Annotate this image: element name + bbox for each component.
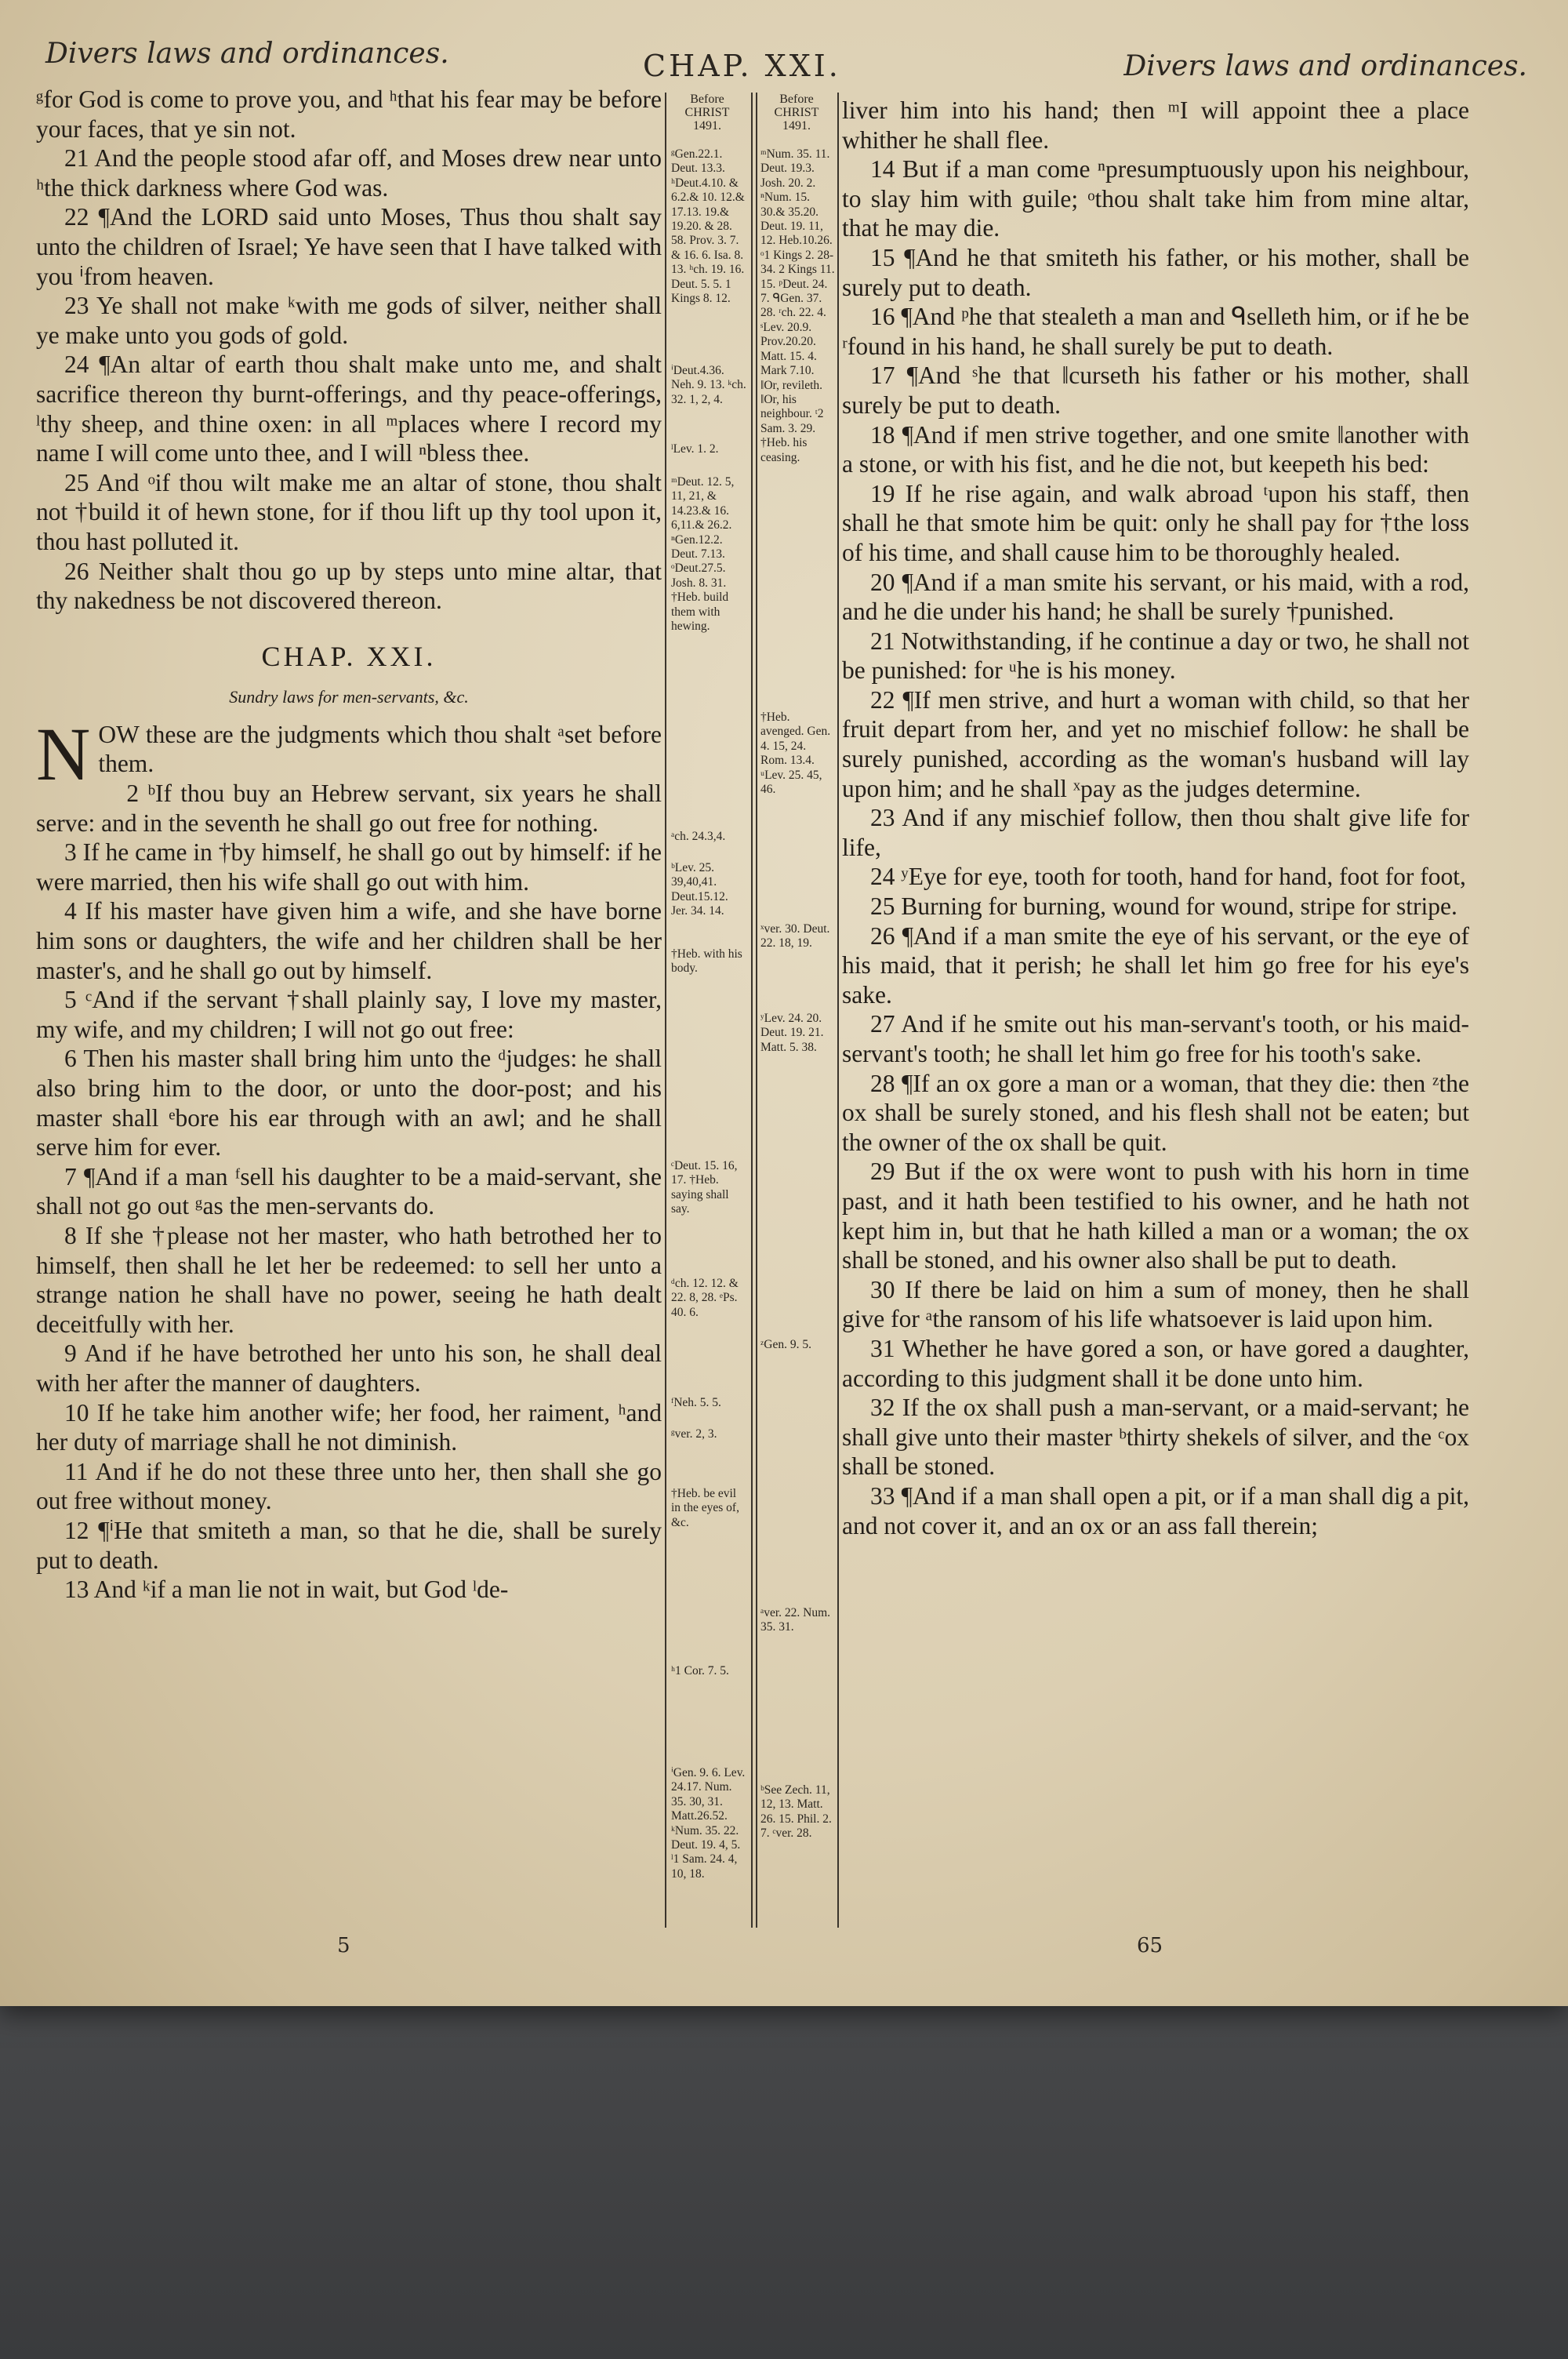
margin-head-line: CHRIST xyxy=(774,106,819,119)
margin-head-line: 1491. xyxy=(782,119,811,133)
verse: 33 ¶And if a man shall open a pit, or if a man shall dig a pit, and not cover it, and an ox or an ass fall therein; xyxy=(842,1481,1469,1539)
verse: 11 And if he do not these three unto her, then shall she go out free without money. xyxy=(36,1457,662,1515)
column-rule xyxy=(837,93,839,1928)
margin-note: ᶜDeut. 15. 16, 17. †Heb. saying shall say. xyxy=(671,1159,738,1216)
running-head-left: Divers laws and ordinances. xyxy=(45,38,449,70)
verse: 29 But if the ox were wont to push with his horn in time past, and it hath been testified to his owner, and he hath not kept him in, but that he hath killed a man or a woman; the ox shall be stoned, and his owner also shall be put to death. xyxy=(842,1158,1469,1274)
column-rule xyxy=(665,93,666,1928)
margin-note: ᶻGen. 9. 5. xyxy=(760,1338,811,1351)
column-rule xyxy=(751,93,753,1928)
page-number-left: 5 xyxy=(337,1934,350,1957)
verse: 27 And if he smite out his man-servant's tooth, or his maid-servant's tooth; he shall let him go free for his tooth's sake. xyxy=(842,1010,1469,1067)
verse: 21 Notwithstanding, if he continue a day or two, he shall not be punished: for ᵘhe is his money. xyxy=(842,627,1469,685)
chapter-opening-verse xyxy=(36,711,662,796)
verse: 21 And the people stood afar off, and Moses drew near unto ʰthe thick darkness where God was. xyxy=(36,144,662,202)
verse: 26 ¶And if a man smite the eye of his servant, or the eye of his maid, that it perish; he shall let him go free for his eye's sake. xyxy=(842,921,1469,1009)
margin-references-left xyxy=(668,93,746,1929)
margin-head-line: CHRIST xyxy=(684,106,730,119)
margin-note: †Heb. with his body. xyxy=(671,947,742,976)
verse: 28 ¶If an ox gore a man or a woman, that they die: then ᶻthe ox shall be surely stoned, and his flesh shall not be eaten; but the owner of the ox shall be quit. xyxy=(842,1069,1469,1156)
verse: 24 ʸEye for eye, tooth for tooth, hand for hand, foot for foot, xyxy=(870,863,1466,891)
verse: 25 Burning for burning, wound for wound, stripe for stripe. xyxy=(870,892,1457,921)
verse: 10 If he take him another wife; her food, her raiment, ʰand her duty of marriage shall he not diminish. xyxy=(36,1398,662,1456)
verse: 26 Neither shalt thou go up by steps unto mine altar, that thy nakedness be not discovered thereon. xyxy=(36,557,662,615)
verse: 2 ᵇIf thou buy an Hebrew servant, six years he shall serve: and in the seventh he shall go out free for nothing. xyxy=(36,780,662,837)
verse: 15 ¶And he that smiteth his father, or his mother, shall be surely put to death. xyxy=(842,243,1469,301)
right-text-column xyxy=(842,96,1469,1540)
left-text-column xyxy=(36,85,662,1605)
verse: 3 If he came in †by himself, he shall go out by himself: if he were married, then his wife shall go out with him. xyxy=(36,838,662,896)
margin-note: ᵃver. 22. Num. 35. 31. xyxy=(760,1606,831,1634)
verse: 25 And ᵒif thou wilt make me an altar of stone, thou shalt not †build it of hewn stone, for if thou lift up thy tool upon it, thou hast polluted it. xyxy=(36,468,662,555)
chapter-summary: Sundry laws for men-servants, &c. xyxy=(229,687,469,707)
margin-note: ᵍGen.22.1. Deut. 13.3. ʰDeut.4.10. & 6.2.& 10. 12.& 17.13. 19.& 19.20. & 28. 58. Prov. 3. 7. & 16. 6. Isa. 8. 13. ʰch. 19. 16. Deut. 5. 5. 1 Kings 8. 12. xyxy=(671,147,745,306)
verse: 31 Whether he have gored a son, or have gored a daughter, according to this judgment shall it be done unto him. xyxy=(842,1334,1469,1392)
verse: 7 ¶And if a man ᶠsell his daughter to be a maid-servant, she shall not go out ᵍas the men-servants do. xyxy=(36,1162,662,1220)
verse: 32 If the ox shall push a man-servant, or a maid-servant; he shall give unto their master ᵇthirty shekels of silver, and the ᶜox shall be stoned. xyxy=(842,1394,1469,1481)
page-number-right: 65 xyxy=(1137,1934,1163,1957)
margin-note: ˡLev. 1. 2. xyxy=(671,442,719,456)
verse-text: OW these are the judgments which thou shalt ᵃset before them. xyxy=(98,720,662,778)
margin-note: ᵇSee Zech. 11, 12, 13. Matt. 26. 15. Phil. 2. 7. ᶜver. 28. xyxy=(760,1783,832,1841)
margin-head-line: 1491. xyxy=(693,119,721,133)
margin-note: ⁱDeut.4.36. Neh. 9. 13. ᵏch. 32. 1, 2, 4. xyxy=(671,364,746,406)
margin-references-right xyxy=(757,93,836,1929)
verse: 5 ᶜAnd if the servant †shall plainly say, I love my master, my wife, and my children; I will not go out free: xyxy=(36,986,662,1043)
margin-note: †Heb. be evil in the eyes of, &c. xyxy=(671,1487,739,1529)
chapter-title: CHAP. XXI. xyxy=(261,640,437,672)
verse: 20 ¶And if a man smite his servant, or his maid, with a rod, and he die under his hand; he shall be surely †punished. xyxy=(842,568,1469,626)
margin-note: ʸLev. 24. 20. Deut. 19. 21. Matt. 5. 38. xyxy=(760,1012,824,1054)
margin-note: ᵈch. 12. 12. & 22. 8, 28. ᵉPs. 40. 6. xyxy=(671,1277,739,1319)
margin-note: ᵃch. 24.3,4. xyxy=(671,830,726,843)
verse: 24 ¶An altar of earth thou shalt make unto me, and shalt sacrifice thereon thy burnt-offerings, and thy peace-offerings, ˡthy sheep, and thine oxen: in all ᵐplaces where I record my name I will come unto thee, and I will ⁿbless thee. xyxy=(36,351,662,467)
verse: 16 ¶And ᵖhe that stealeth a man and ᑫselleth him, or if he be ʳfound in his hand, he shall surely be put to death. xyxy=(842,303,1469,360)
verse: 8 If she †please not her master, who hath betrothed her to himself, then shall he let her be redeemed: to sell her unto a strange nation he shall have no power, seeing he hath dealt deceitfully with her. xyxy=(36,1221,662,1338)
margin-head-line: Before xyxy=(779,93,814,106)
margin-note: ᵇLev. 25. 39,40,41. Deut.15.12. Jer. 34. 14. xyxy=(671,861,728,918)
margin-note: ˣver. 30. Deut. 22. 18, 19. xyxy=(760,922,830,951)
verse: 12 ¶ⁱHe that smiteth a man, so that he die, shall be surely put to death. xyxy=(36,1516,662,1574)
verse: 4 If his master have given him a wife, and she have borne him sons or daughters, the wife and her children shall be her master's, and he shall go out by himself. xyxy=(36,897,662,984)
verse: 30 If there be laid on him a sum of money, then he shall give for ᵃthe ransom of his life whatsoever is laid upon him. xyxy=(842,1275,1469,1333)
verse: 6 Then his master shall bring him unto the ᵈjudges: he shall also bring him to the door, or unto the door-post; and his master shall ᵉbore his ear through with an awl; and he shall serve him for ever. xyxy=(36,1045,662,1161)
verse: 14 But if a man come ⁿpresumptuously upon his neighbour, to slay him with guile; ᵒthou shalt take him from mine altar, that he may die. xyxy=(842,155,1469,242)
verse: 9 And if he have betrothed her unto his son, he shall deal with her after the manner of daughters. xyxy=(36,1339,662,1397)
margin-note: ⁱGen. 9. 6. Lev. 24.17. Num. 35. 30, 31. Matt.26.52. ᵏNum. 35. 22. Deut. 19. 4, 5. ˡ1 Sam. 24. 4, 10, 18. xyxy=(671,1766,746,1881)
verse: 19 If he rise again, and walk abroad ᵗupon his staff, then shall he that smote him be quit: only he shall pay for †the loss of his time, and shall cause him to be thoroughly healed. xyxy=(842,479,1469,566)
verse: 13 And ᵏif a man lie not in wait, but God ˡde- xyxy=(64,1576,509,1604)
running-head-right: Divers laws and ordinances. xyxy=(1123,50,1527,82)
verse: 22 ¶If men strive, and hurt a woman with child, so that her fruit depart from her, and yet no mischief follow: he shall be surely punished, according as the woman's husband will lay upon him; and he shall ˣpay as the judges determine. xyxy=(842,685,1469,802)
verse: 23 And if any mischief follow, then thou shalt give life for life, xyxy=(842,804,1469,861)
margin-note: ᵐNum. 35. 11. Deut. 19.3. Josh. 20. 2. ⁿNum. 15. 30.& 35.20. Deut. 19. 11, 12. Heb.10.26. ᵒ1 Kings 2. 28-34. 2 Kings 11. 15. ᵖDeut. 24. 7. ᑫGen. 37. 28. ʳch. 22. 4. ˢLev. 20.9. Prov.20.20. Matt. 15. 4. Mark 7.10. ‖Or, revileth. ‖Or, his neighbour. ᵗ2 Sam. 3. 29. †Heb. his ceasing. xyxy=(760,147,835,464)
margin-note: ᵐDeut. 12. 5, 11, 21, & 14.23.& 16. 6,11.& 26.2. ⁿGen.12.2. Deut. 7.13. ᵒDeut.27.5. Josh. 8. 31. †Heb. build them with hewing. xyxy=(671,475,735,634)
chapter-heading: CHAP. XXI. xyxy=(643,49,841,83)
verse: 23 Ye shall not make ᵏwith me gods of silver, neither shall ye make unto you gods of gold. xyxy=(36,292,662,349)
verse: 18 ¶And if men strive together, and one smite ‖another with a stone, or with his fist, and he die not, but keepeth his bed: xyxy=(842,420,1469,478)
margin-note: ᶠNeh. 5. 5. xyxy=(671,1396,721,1409)
margin-date-head xyxy=(668,93,746,133)
margin-note: ʰ1 Cor. 7. 5. xyxy=(671,1664,729,1677)
verse: 17 ¶And ˢhe that ‖curseth his father or his mother, shall surely be put to death. xyxy=(842,362,1469,419)
margin-note: ᵍver. 2, 3. xyxy=(671,1427,717,1441)
verse: liver him into his hand; then ᵐI will appoint thee a place whither he shall flee. xyxy=(842,96,1469,154)
verse: 22 ¶And the LORD said unto Moses, Thus thou shalt say unto the children of Israel; Ye have seen that I have talked with you ⁱfrom heaven. xyxy=(36,203,662,290)
margin-note: †Heb. avenged. Gen. 4. 15, 24. Rom. 13.4. ᵘLev. 25. 45, 46. xyxy=(760,711,831,797)
margin-date-head xyxy=(757,93,836,133)
verse: ᵍfor God is come to prove you, and ʰthat his fear may be before your faces, that ye sin not. xyxy=(36,85,662,143)
margin-head-line: Before xyxy=(690,93,724,106)
drop-cap: N xyxy=(36,711,91,796)
